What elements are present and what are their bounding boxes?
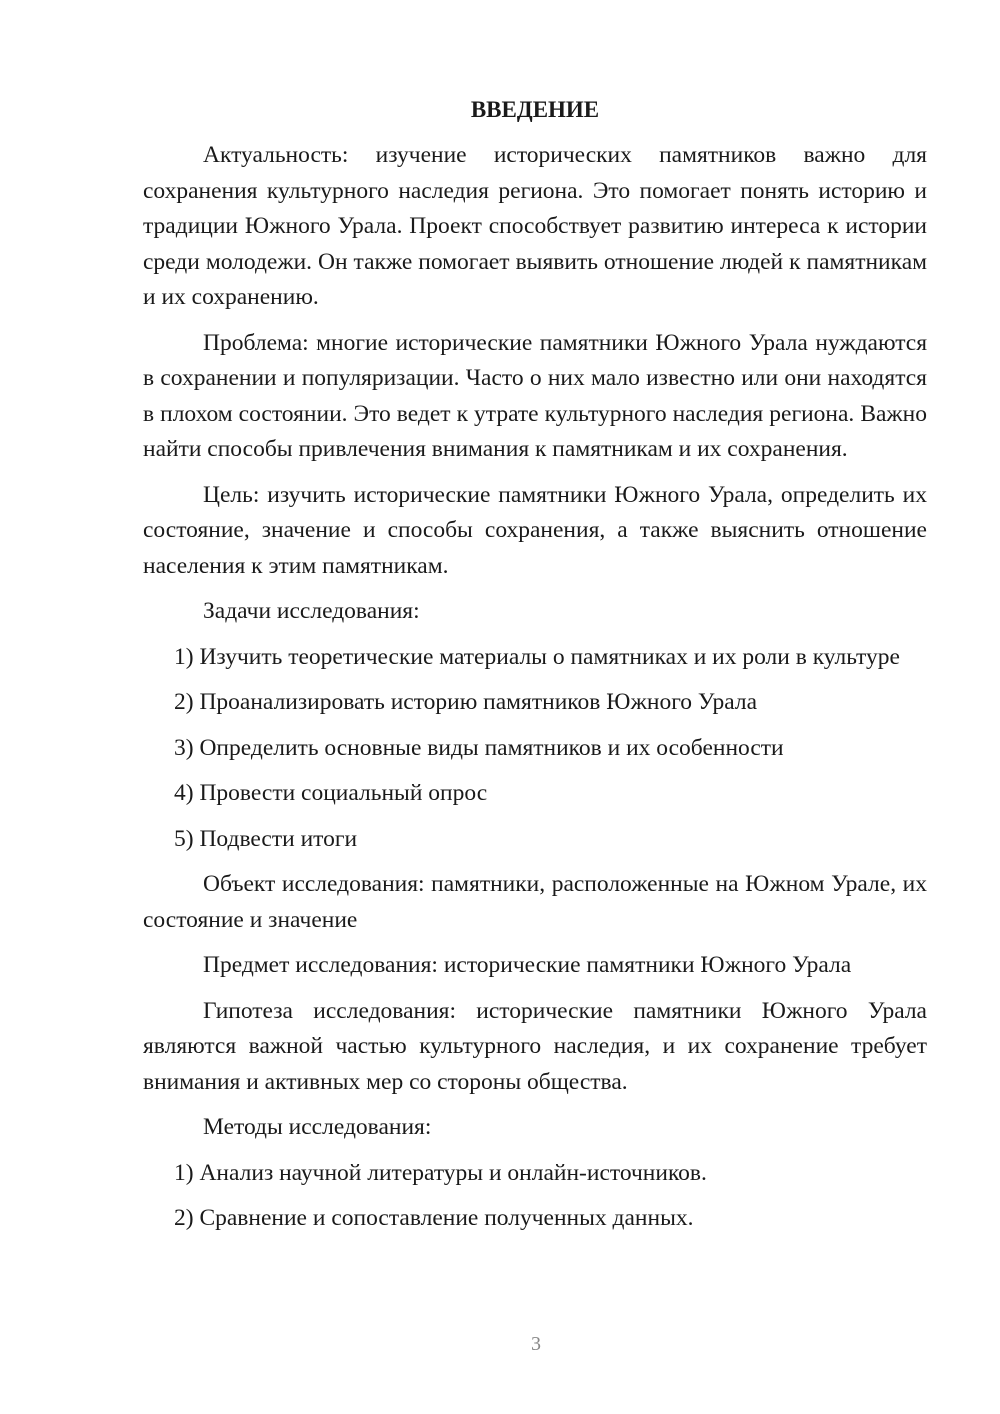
page-content	[143, 94, 927, 1247]
hypothesis-paragraph: Гипотеза исследования: исторические памятники Южного Урала являются важной частью культурного наследия, и их сохранение требует внимания и активных мер со стороны общества.	[143, 997, 927, 1095]
page-title: ВВЕДЕНИЕ	[470, 97, 600, 122]
page-number: 3	[531, 1333, 541, 1355]
goal-paragraph: Цель: изучить исторические памятники Южного Урала, определить их состояние, значение и способы сохранения, а также выяснить отношение населения к этим памятникам.	[143, 481, 927, 579]
task-item-4: 4) Провести социальный опрос	[174, 780, 488, 806]
task-item-1: 1) Изучить теоретические материалы о памятниках и их роли в культуре	[174, 643, 900, 670]
tasks-list	[143, 640, 927, 858]
relevance-paragraph: Актуальность: изучение исторических памятников важно для сохранения культурного наследия региона. Это помогает понять историю и традиции Южного Урала. Проект способствует развитию интереса к истории среди молодежи. Он также помогает выявить отношение людей к памятникам и их сохранению.	[143, 142, 927, 310]
task-item-3: 3) Определить основные виды памятников и их особенности	[174, 734, 784, 761]
method-item-1: 1) Анализ научной литературы и онлайн-источников.	[174, 1159, 707, 1186]
tasks-heading: Задачи исследования:	[203, 598, 420, 624]
method-item-2: 2) Сравнение и сопоставление полученных данных.	[174, 1205, 694, 1231]
methods-list	[143, 1156, 927, 1237]
task-item-5: 5) Подвести итоги	[174, 825, 358, 852]
task-item-2: 2) Проанализировать историю памятников Южного Урала	[174, 689, 758, 715]
problem-paragraph: Проблема: многие исторические памятники Южного Урала нуждаются в сохранении и популяризации. Часто о них мало известно или они находятся в плохом состоянии. Это ведет к утрате культурного наследия региона. Важно найти способы привлечения внимания к памятникам и их сохранения.	[143, 329, 927, 462]
object-paragraph: Объект исследования: памятники, расположенные на Южном Урале, их состояние и значение	[143, 871, 927, 933]
subject-paragraph: Предмет исследования: исторические памятники Южного Урала	[203, 952, 852, 978]
methods-heading: Методы исследования:	[203, 1114, 432, 1140]
